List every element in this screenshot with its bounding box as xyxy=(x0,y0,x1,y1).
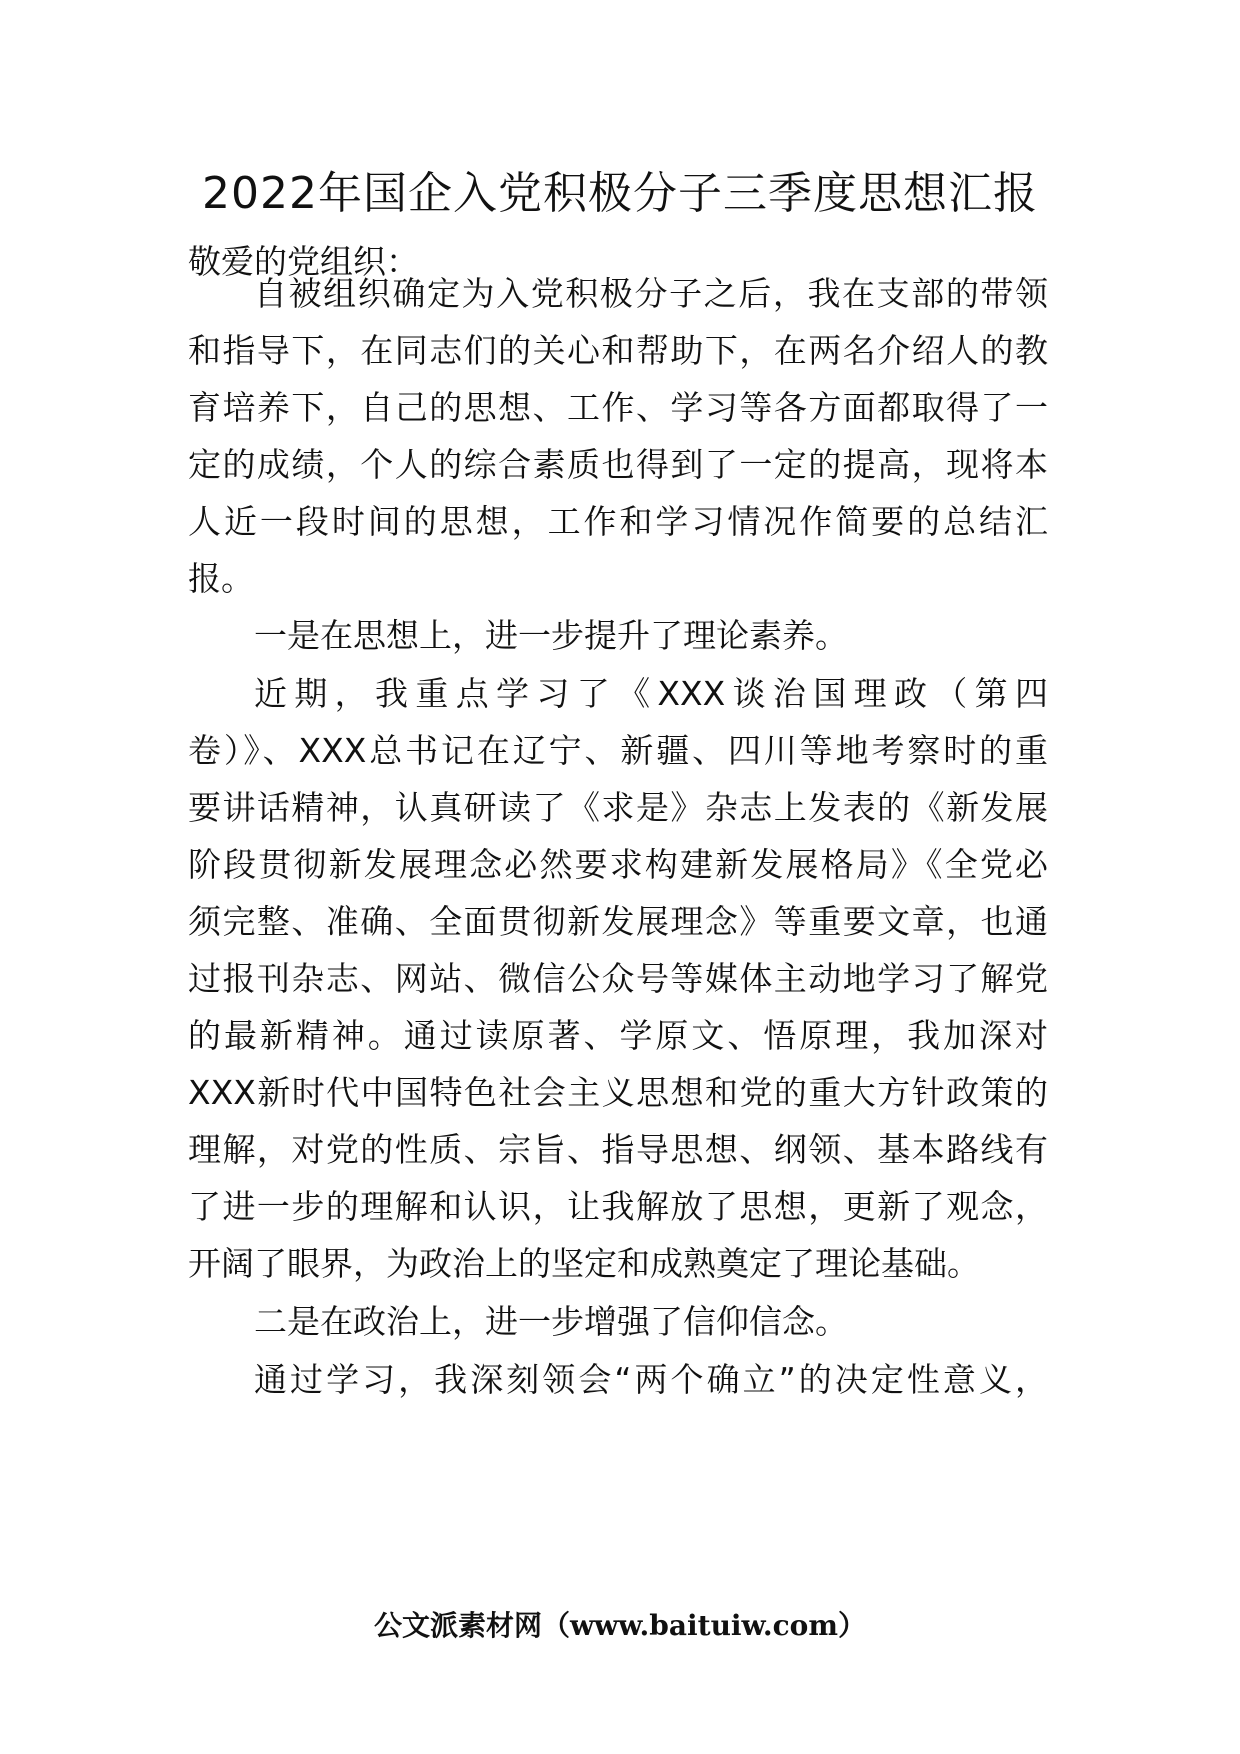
body-line: 定的成绩，个人的综合素质也得到了一定的提高，现将本 xyxy=(188,445,1048,484)
body-line: 人近一段时间的思想，工作和学习情况作简要的总结汇 xyxy=(188,502,1048,541)
body-line: 报。 xyxy=(188,559,254,598)
section-heading: 二是在政治上，进一步增强了信仰信念。 xyxy=(254,1302,848,1341)
document-title: 2022年国企入党积极分子三季度思想汇报 xyxy=(202,168,1038,219)
body-line: 自被组织确定为入党积极分子之后，我在支部的带领 xyxy=(254,274,1048,313)
body-line: 阶段贯彻新发展理念必然要求构建新发展格局》《全党必 xyxy=(188,845,1048,884)
body-line: 须完整、准确、全面贯彻新发展理念》等重要文章，也通 xyxy=(188,902,1048,941)
body-line: 过报刊杂志、网站、微信公众号等媒体主动地学习了解党 xyxy=(188,959,1048,998)
body-line: 和指导下，在同志们的关心和帮助下，在两名介绍人的教 xyxy=(188,331,1048,370)
body-line: 要讲话精神，认真研读了《求是》杂志上发表的《新发展 xyxy=(188,788,1048,827)
body-line: 育培养下，自己的思想、工作、学习等各方面都取得了一 xyxy=(188,388,1048,427)
footer-watermark: 公文派素材网（www.baituiw.com） xyxy=(374,1609,866,1642)
section-heading: 一是在思想上，进一步提升了理论素养。 xyxy=(254,616,848,655)
body-line: 理解，对党的性质、宗旨、指导思想、纲领、基本路线有 xyxy=(188,1130,1048,1169)
body-line: 了进一步的理解和认识，让我解放了思想，更新了观念， xyxy=(188,1187,1048,1226)
body-line: 近期，我重点学习了《XXX谈治国理政（第四 xyxy=(254,674,1048,713)
salutation: 敬爱的党组织： xyxy=(188,242,419,281)
body-line: 开阔了眼界，为政治上的坚定和成熟奠定了理论基础。 xyxy=(188,1244,980,1283)
body-line: 卷）》、XXX总书记在辽宁、新疆、四川等地考察时的重 xyxy=(188,731,1048,770)
body-line: 通过学习，我深刻领会“两个确立”的决定性意义， xyxy=(254,1360,1048,1399)
body-line: 的最新精神。通过读原著、学原文、悟原理，我加深对 xyxy=(188,1016,1048,1055)
body-line: XXX新时代中国特色社会主义思想和党的重大方针政策的 xyxy=(188,1073,1048,1112)
